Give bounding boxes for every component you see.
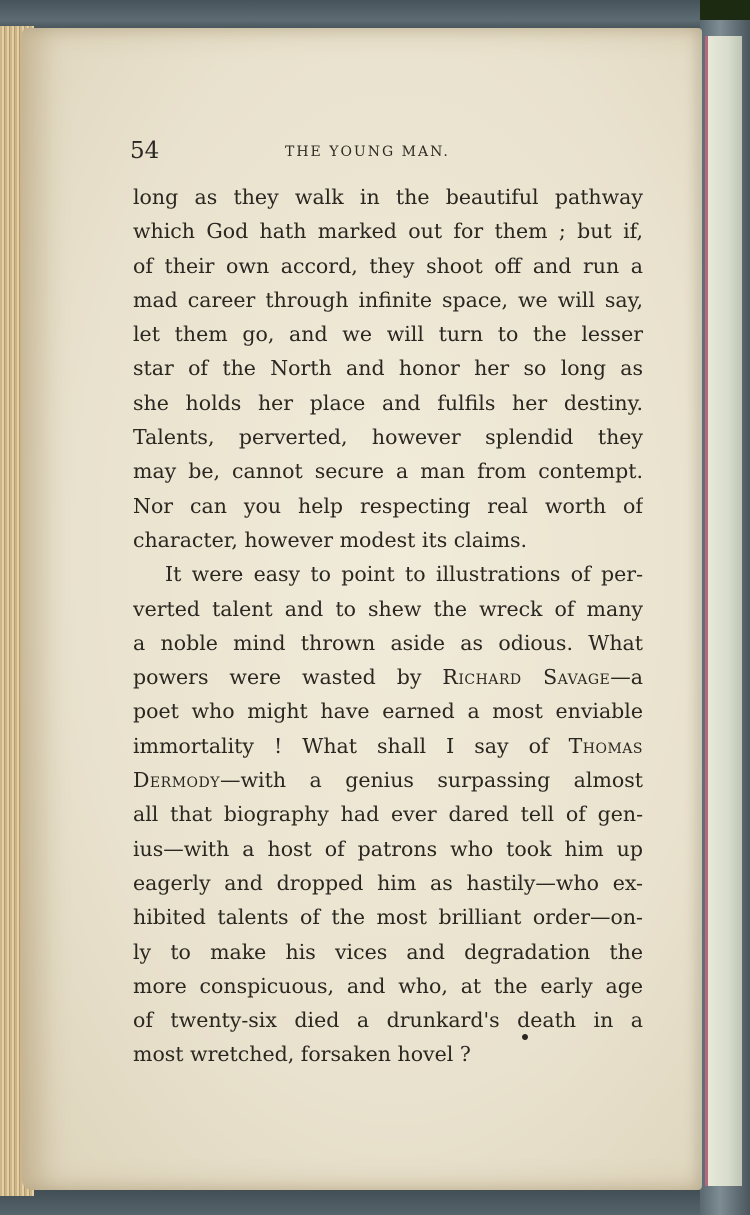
text-line xyxy=(133,660,643,694)
text-line: let them go, and we will turn to the lesser xyxy=(133,322,643,347)
text-run: —with a genius surpassing almost xyxy=(219,768,643,793)
running-title: THE YOUNG MAN. xyxy=(285,144,450,160)
text-line xyxy=(133,729,643,763)
text-line: Nor can you help respecting real worth of xyxy=(133,493,643,518)
text-line: most wretched, forsaken hovel ? xyxy=(133,1042,471,1067)
text-line: verted talent and to shew the wreck of many xyxy=(133,596,643,621)
text-line: of their own accord, they shoot off and run a xyxy=(133,253,643,278)
text-line: more conspicuous, and who, at the early age xyxy=(133,973,643,998)
small-caps-name: Thomas xyxy=(568,733,643,758)
text-line: ius—with a host of patrons who took him up xyxy=(133,836,643,861)
text-line: Talents, perverted, however splendid they xyxy=(133,425,643,450)
text-line: hibited talents of the most brilliant order—on- xyxy=(133,905,643,930)
ink-speck xyxy=(522,1034,528,1040)
text-line: long as they walk in the beautiful pathway xyxy=(133,185,643,209)
text-line: star of the North and honor her so long as xyxy=(133,356,643,381)
paragraph-first-line: It were easy to point to illustrations of per- xyxy=(165,562,643,587)
page-number: 54 xyxy=(130,138,160,164)
text-line: eagerly and dropped him as hastily—who ex- xyxy=(133,870,643,895)
text-line: poet who might have earned a most enviable xyxy=(133,699,643,724)
text-line: character, however modest its claims. xyxy=(133,527,528,552)
text-run: powers were wasted by xyxy=(133,665,443,690)
text-run: immortality ! What shall I say of xyxy=(133,733,569,758)
text-line: mad career through infinite space, we will say, xyxy=(133,287,643,312)
text-line xyxy=(133,763,643,797)
small-caps-name: Richard Savage xyxy=(442,665,611,690)
text-line: ly to make his vices and degradation the xyxy=(133,939,643,964)
small-caps-name: Dermody xyxy=(133,768,220,793)
text-line: may be, cannot secure a man from contempt. xyxy=(133,459,643,484)
body-text xyxy=(133,180,643,1072)
next-page-edge xyxy=(705,36,742,1186)
text-line: she holds her place and fulfils her destiny. xyxy=(133,390,643,415)
text-line: which God hath marked out for them ; but if, xyxy=(133,219,643,244)
text-line: of twenty-six died a drunkard's death in a xyxy=(133,1008,643,1033)
text-line: all that biography had ever dared tell of gen- xyxy=(133,802,643,827)
text-run: —a xyxy=(610,665,643,690)
text-line: a noble mind thrown aside as odious. What xyxy=(133,630,643,655)
running-head xyxy=(130,138,640,168)
